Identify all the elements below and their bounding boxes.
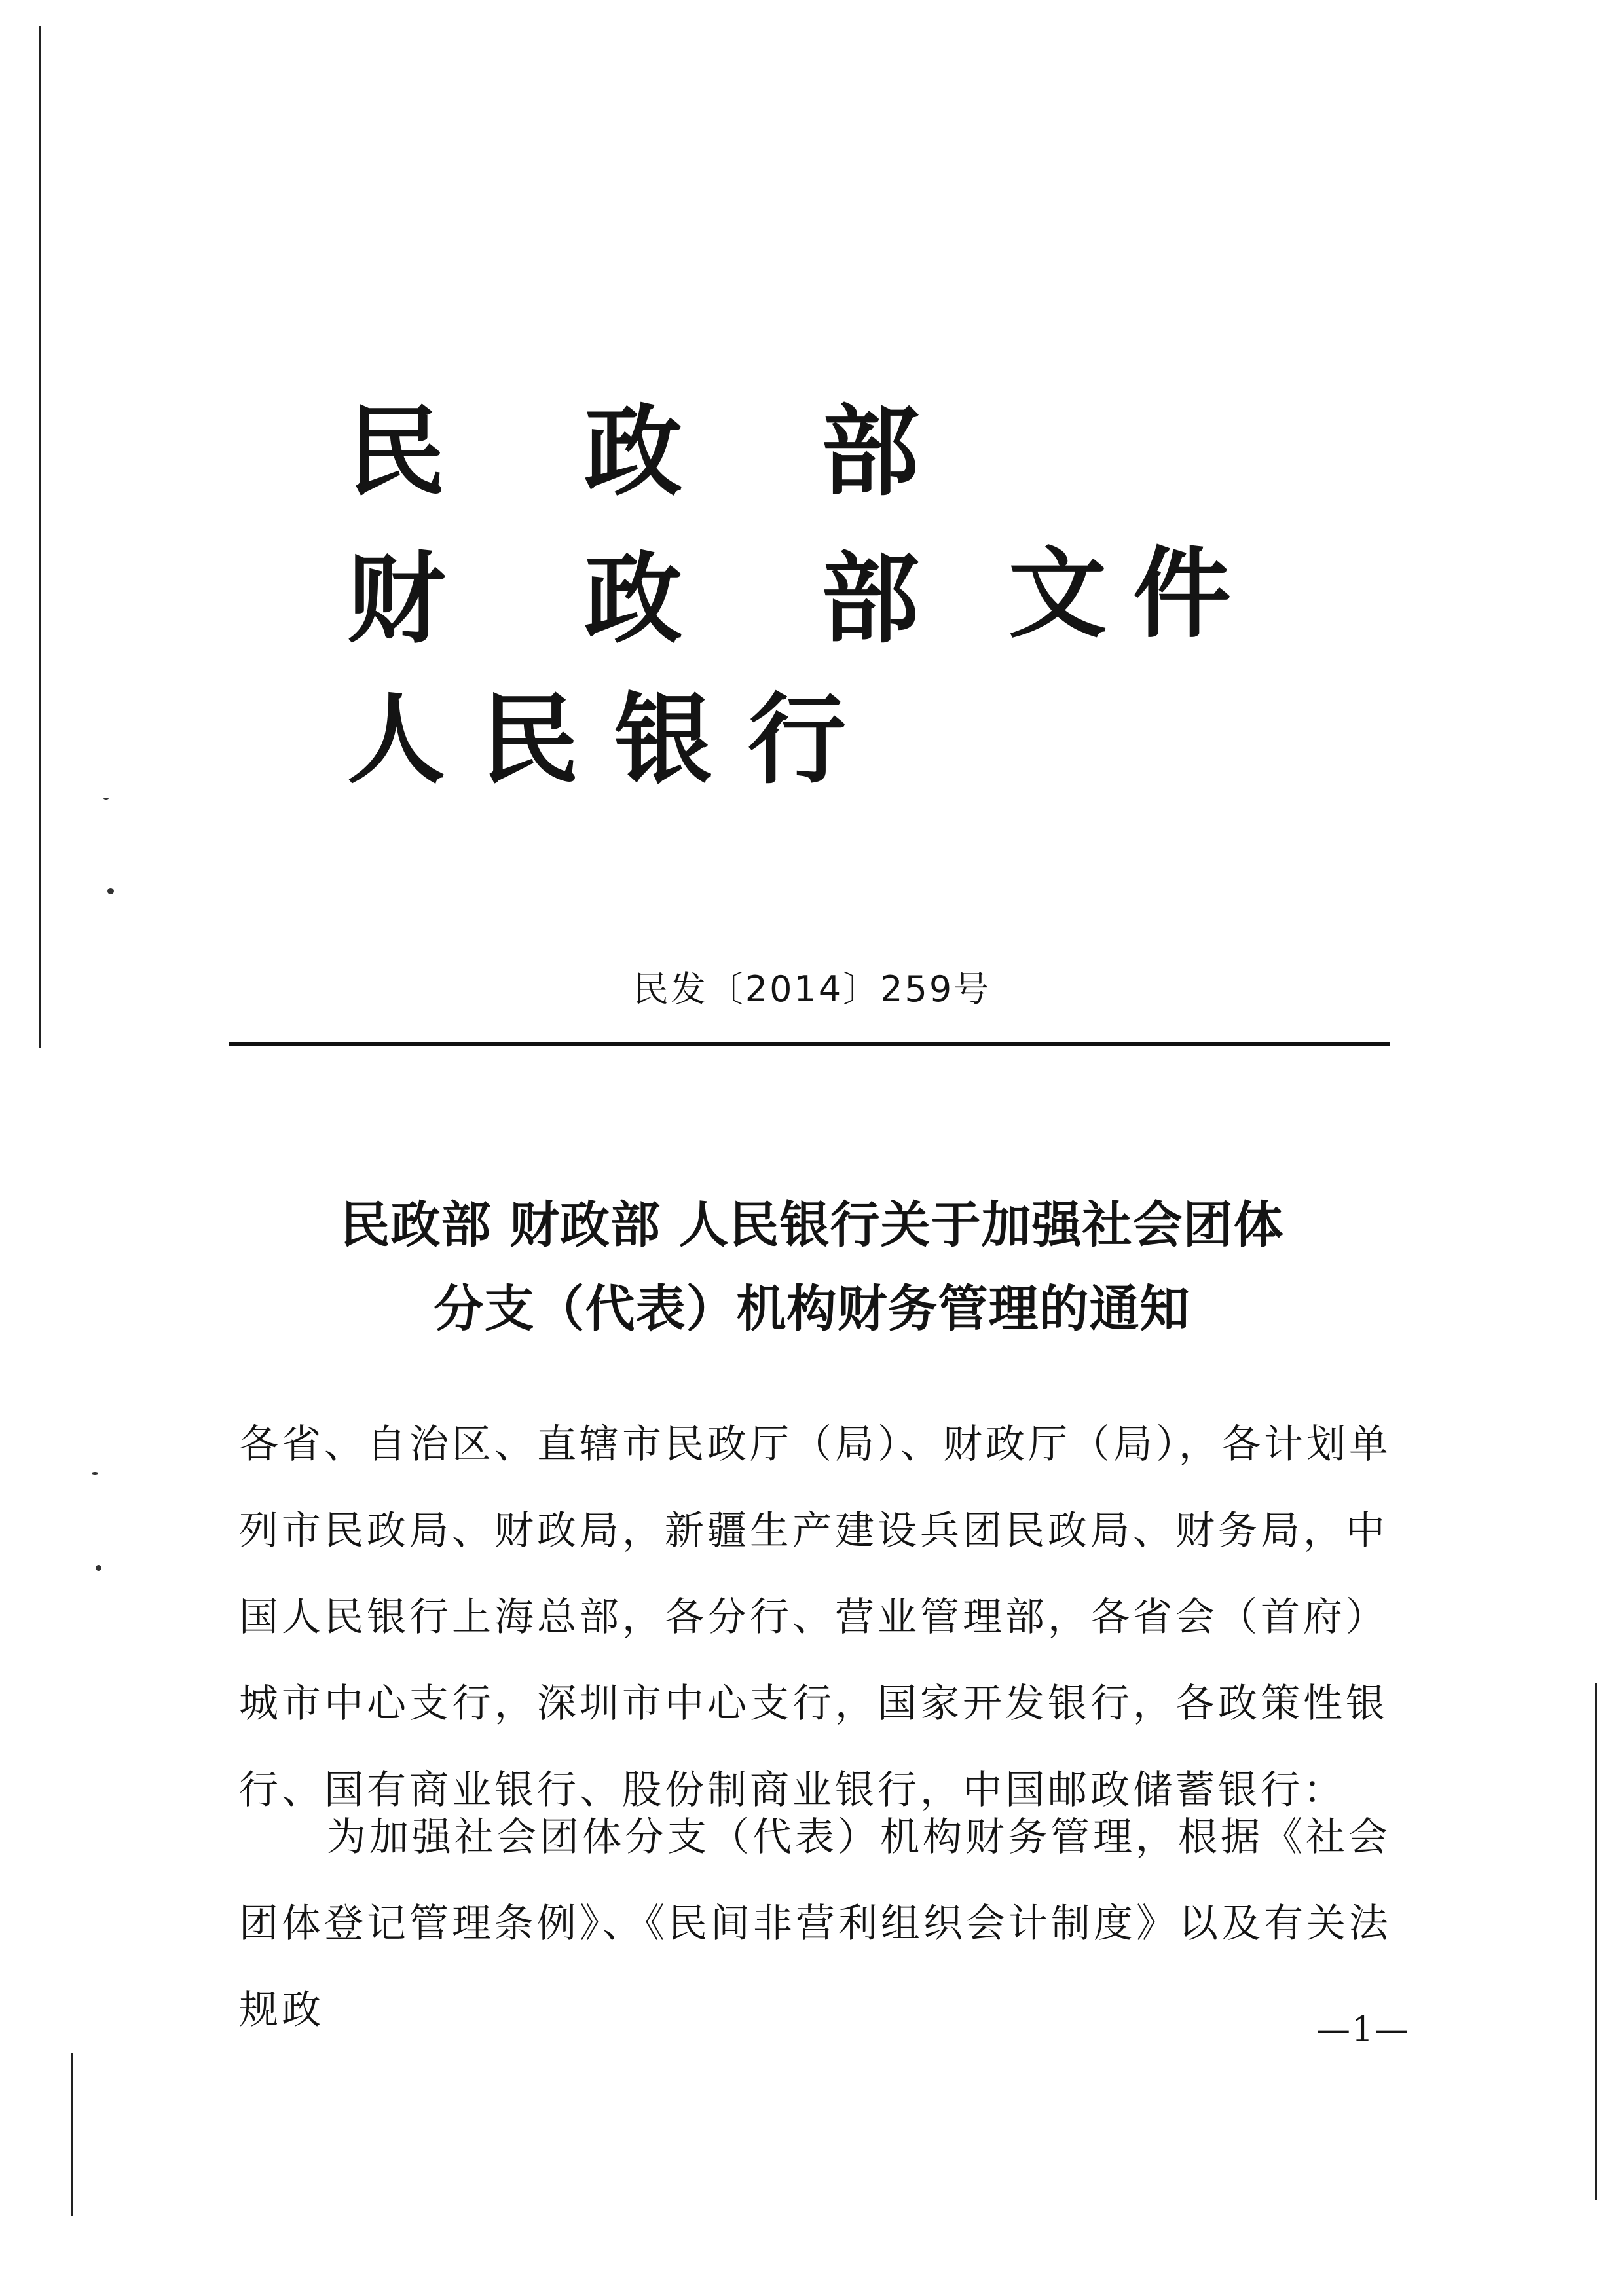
document-title-line-2: 分支（代表）机构财务管理的通知 bbox=[434, 1279, 1190, 1338]
issuer-ministry-civil-affairs: 民政部 bbox=[347, 394, 1059, 509]
right-scan-edge bbox=[1595, 1683, 1597, 2200]
issuer-ministry-finance: 财政部 bbox=[347, 542, 1059, 657]
document-number: 民发〔2014〕259号 bbox=[633, 968, 991, 1010]
issuer-peoples-bank: 人民银行 bbox=[347, 682, 882, 798]
scan-speck bbox=[107, 888, 114, 894]
left-scan-edge bbox=[39, 26, 41, 1048]
document-title-line-1: 民政部 财政部 人民银行关于加强社会团体 bbox=[340, 1196, 1284, 1254]
scan-speck bbox=[92, 1472, 98, 1475]
body-paragraph: 为加强社会团体分支（代表）机构财务管理，根据《社会团体登记管理条例》、《民间非营利组织会计制度》以及有关法规政 bbox=[239, 1814, 1392, 2033]
scan-speck bbox=[96, 1565, 101, 1571]
header-divider bbox=[229, 1042, 1390, 1046]
page-number: —1— bbox=[1316, 2010, 1411, 2049]
document-type-label: 文件 bbox=[1008, 536, 1258, 652]
addressee-paragraph: 各省、自治区、直辖市民政厅（局）、财政厅（局），各计划单列市民政局、财政局，新疆生产建设兵团民政局、财务局，中国人民银行上海总部，各分行、营业管理部，各省会（首府）城市中心支行，深圳市中心支行，国家开发银行，各政策性银行、国有商业银行、股份制商业银行，中国邮政储蓄银行： bbox=[239, 1422, 1392, 1813]
left-scan-edge-lower bbox=[71, 2053, 73, 2216]
scan-speck bbox=[103, 798, 109, 800]
issuer-header bbox=[347, 380, 1329, 805]
